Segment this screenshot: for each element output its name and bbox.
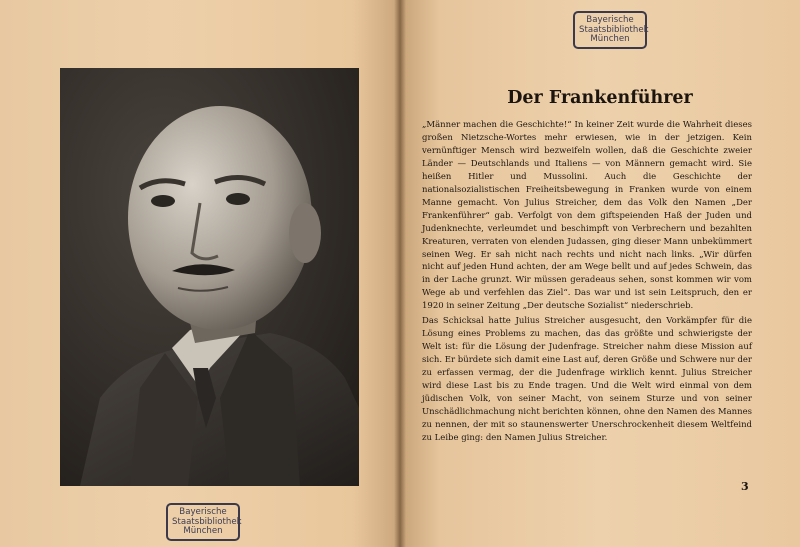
library-stamp-bottom <box>166 503 240 541</box>
book-gutter <box>394 0 406 547</box>
article-title: Der Frankenführer <box>507 88 693 108</box>
stamp-line: Bayerische <box>179 507 227 517</box>
stamp-line: Bayerische <box>586 15 634 25</box>
stamp-line: Staatsbibliothek <box>172 516 242 527</box>
stamp-line: München <box>183 526 223 537</box>
stamp-line: München <box>590 34 630 45</box>
page-number: 3 <box>741 480 749 493</box>
portrait-illustration <box>60 68 359 486</box>
article-paragraph: Das Schicksal hatte Julius Streicher ausgesucht, den Vorkämpfer für die Lösung eines Problems zu machen, das das größte und schwierigste der Welt ist: für die Lösung der Judenfrage. Streicher nahm diese Mission auf sich. Er bürdete sich damit eine Last auf, deren Größe und Schwere nur der zu erfassen vermag, der die Judenfrage wirklich kennt. Julius Streicher wird diese Last bis zu Ende tragen. Und die Welt wird einmal von dem jüdischen Volk, von seiner Macht, von seinem Sturze und von seiner Unschädlichmachung nicht berichten können, ohne den Namen des Mannes zu nennen, der mit so staunenswerter Unerschrockenheit diesem Weltfeind zu Leibe ging: den Namen Julius Streicher. <box>422 316 752 443</box>
library-stamp-top <box>573 11 647 49</box>
article-body <box>422 119 752 445</box>
article-paragraph: „Männer machen die Geschichte!“ In keiner Zeit wurde die Wahrheit dieses großen Nietzsche-Wortes mehr erwiesen, wie in der jetzigen. Kein vernünftiger Mensch wird bezweifeln wollen, daß die Geschichte zweier Länder — Deutschlands und Italiens — von Männern gemacht wird. Sie heißen Hitler und Mussolini. Auch die Geschichte der nationalsozialistischen Freiheitsbewegung in Franken wurde von einem Manne gemacht. Von Julius Streicher, dem das Volk den Namen „Der Frankenführer“ gab. Verfolgt von dem giftspeienden Haß der Juden und Judenknechte, verleumdet und beschimpft von Verbrechern und bezahlten Kreaturen, verraten von elenden Judassen, ging dieser Mann unbekümmert seinen Weg. Er sah nicht nach rechts und nicht nach links. „Wir dürfen nicht auf jeden Hund achten, der am Wege bellt und auf jedes Schwein, das in der Lache grunzt. Wir müssen geradeaus sehen, sonst kommen wir vom Wege ab und verfehlen das Ziel“. Das war und ist sein Leitspruch, den er 1920 in seiner Zeitung „Der deutsche Sozialist“ niederschrieb. <box>422 120 752 312</box>
portrait-photo <box>60 68 359 486</box>
stamp-line: Staatsbibliothek <box>579 24 649 35</box>
